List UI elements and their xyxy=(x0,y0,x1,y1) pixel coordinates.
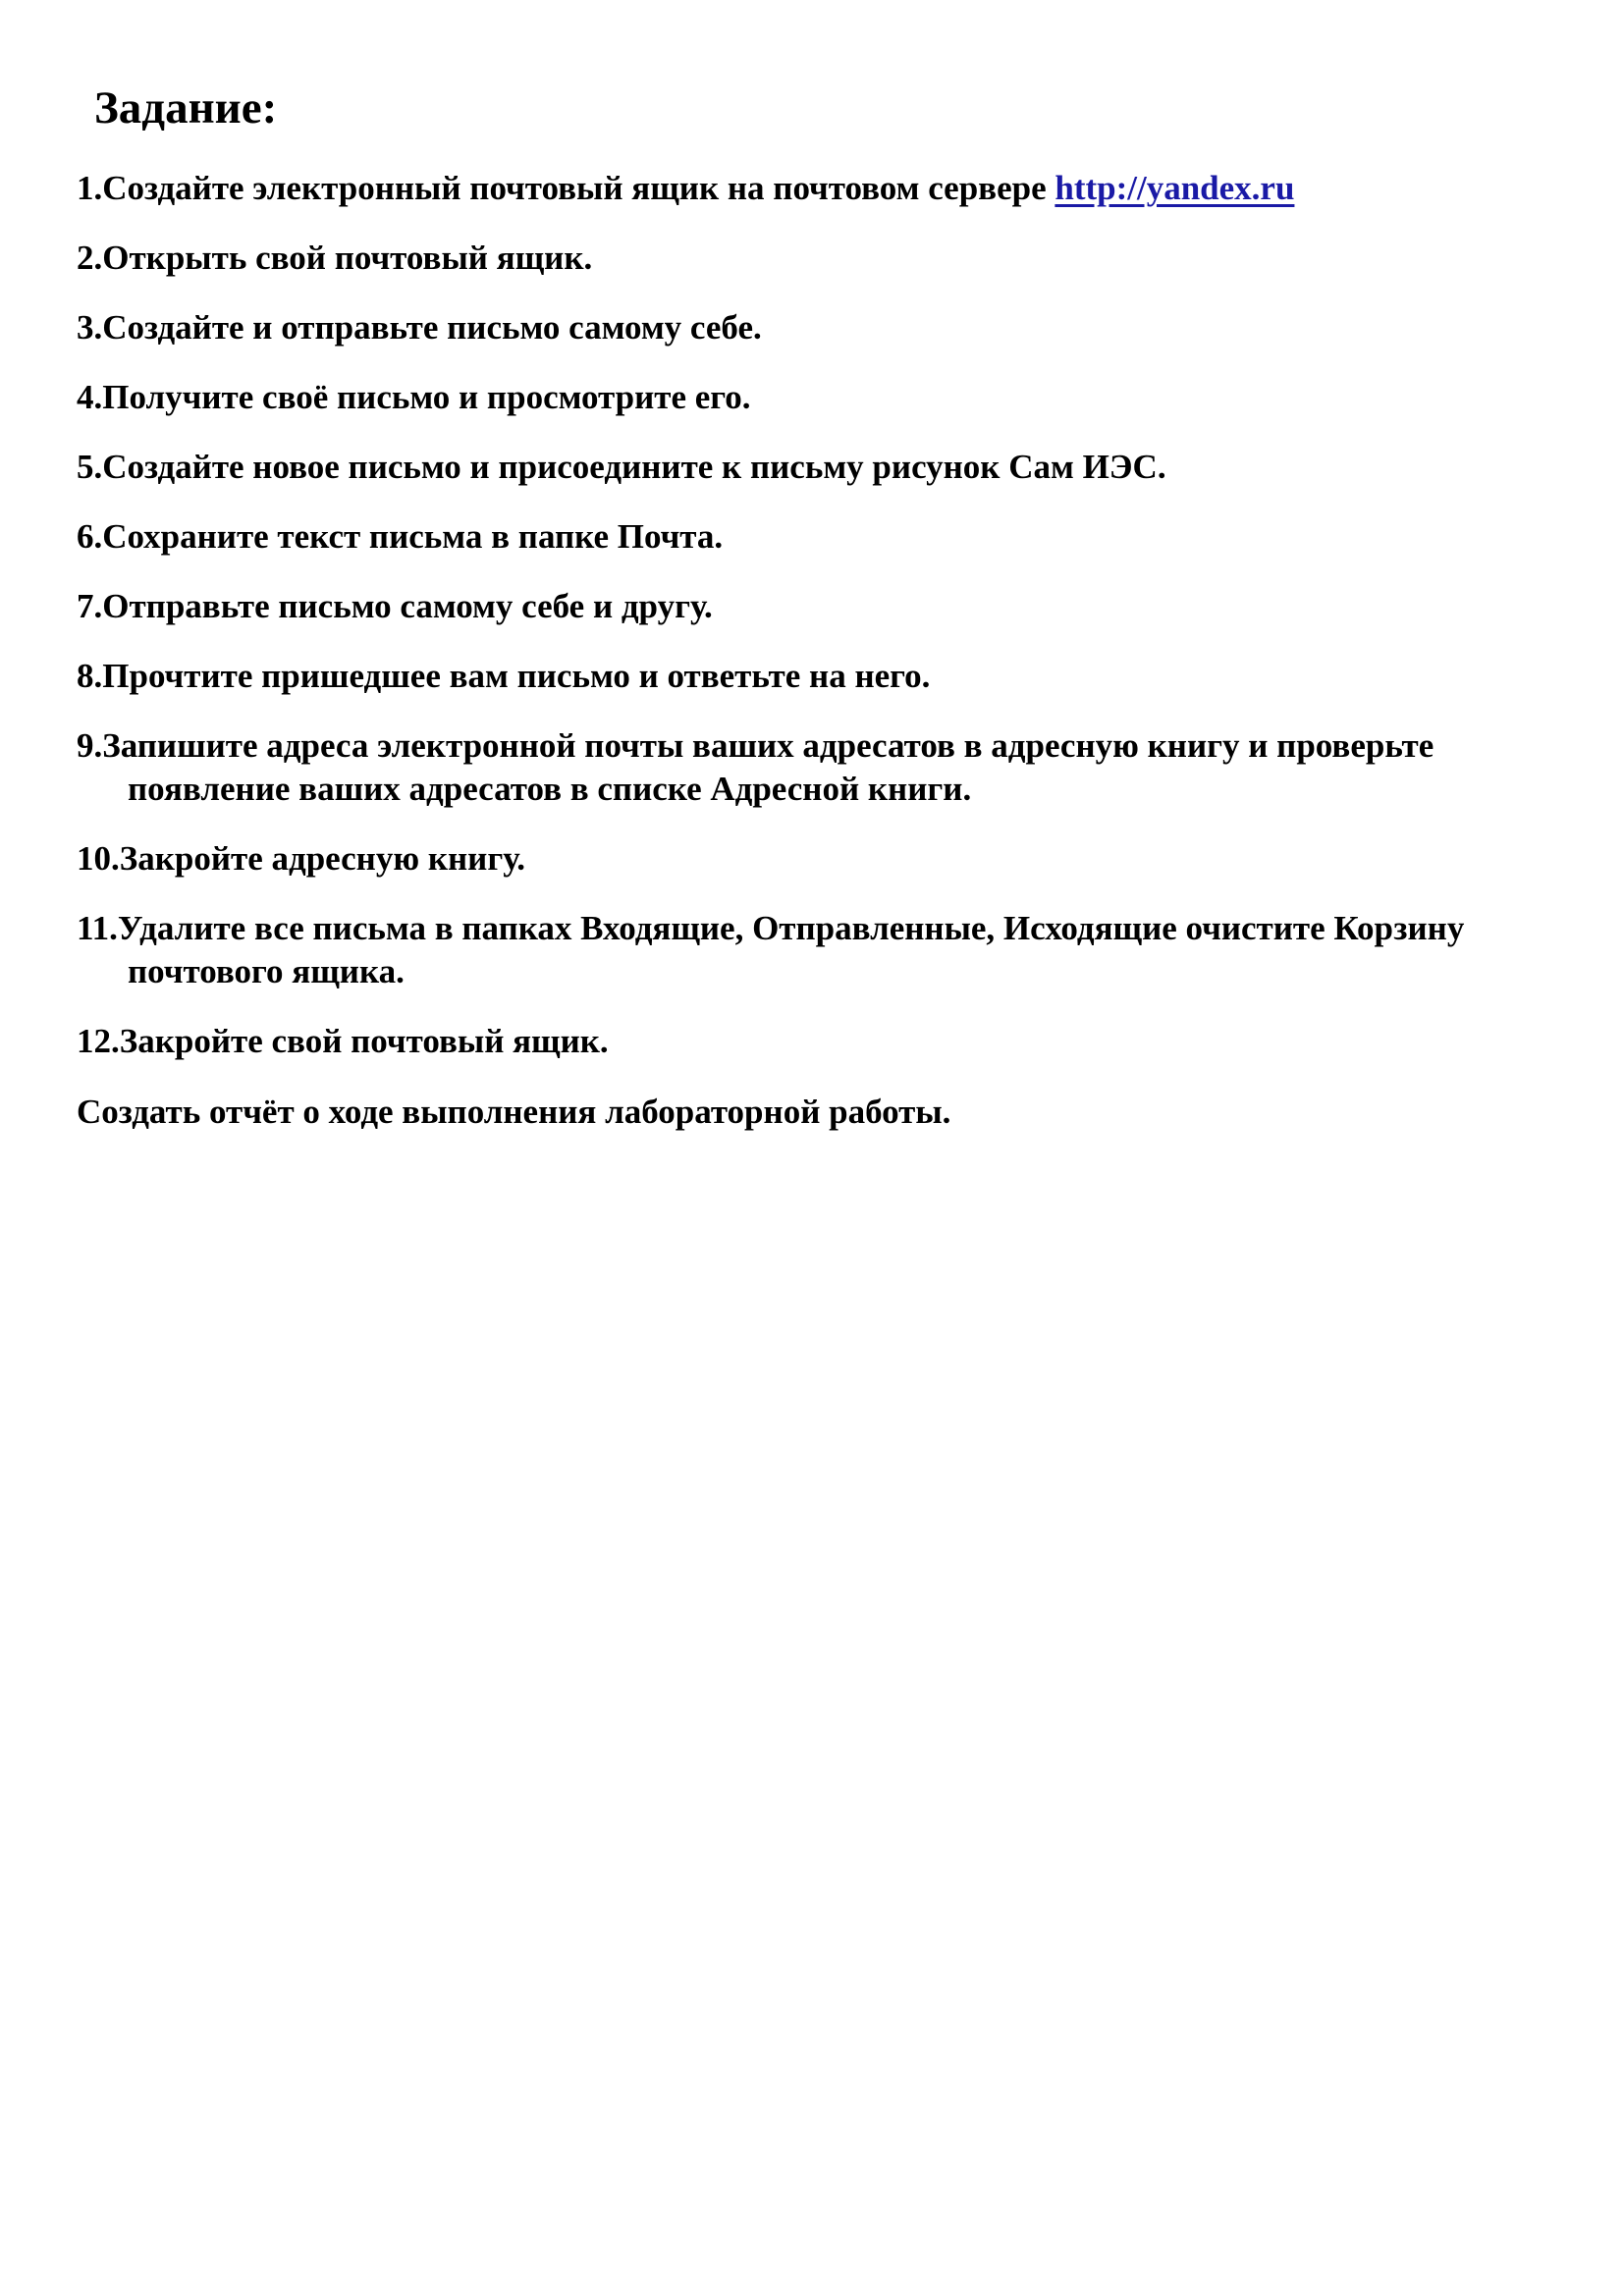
task-item-3 xyxy=(77,306,1549,349)
task-number: 3. xyxy=(77,308,103,347)
task-number: 5. xyxy=(77,448,103,486)
task-text: Создайте новое письмо и присоедините к письму рисунок Сам ИЭС. xyxy=(102,448,1166,486)
task-text: Закройте свой почтовый ящик. xyxy=(119,1022,609,1060)
task-text: Получите своё письмо и просмотрите его. xyxy=(102,378,751,416)
task-list xyxy=(77,167,1549,1090)
task-item-2 xyxy=(77,237,1549,280)
page-title: Задание: xyxy=(94,82,278,133)
task-item-7 xyxy=(77,585,1549,628)
task-text: Удалите все письма в папках Входящие, Отправленные, Исходящие очистите Корзину почтового ящика. xyxy=(117,909,1465,990)
report-instruction: Создать отчёт о ходе выполнения лабораторной работы. xyxy=(77,1093,951,1131)
task-item-5 xyxy=(77,446,1549,489)
task-number: 10. xyxy=(77,839,120,878)
task-text: Открыть свой почтовый ящик. xyxy=(102,239,593,277)
task-text: Создайте электронный почтовый ящик на почтовом сервере xyxy=(102,169,1055,207)
task-number: 8. xyxy=(77,657,103,695)
task-item-1 xyxy=(77,167,1549,210)
task-item-9 xyxy=(77,724,1549,811)
task-text: Запишите адреса электронной почты ваших адресатов в адресную книгу и проверьте появление ваших адресатов в списке Адресной книги. xyxy=(102,726,1434,808)
task-item-11 xyxy=(77,907,1549,993)
task-text: Отправьте письмо самому себе и другу. xyxy=(102,587,713,625)
task-text: Создайте и отправьте письмо самому себе. xyxy=(102,308,762,347)
task-item-10 xyxy=(77,837,1549,881)
task-item-4 xyxy=(77,376,1549,419)
task-number: 2. xyxy=(77,239,103,277)
task-text: Прочтите пришедшее вам письмо и ответьте на него. xyxy=(102,657,931,695)
task-number: 12. xyxy=(77,1022,120,1060)
task-number: 11. xyxy=(77,909,118,947)
task-number: 6. xyxy=(77,517,103,556)
task-number: 9. xyxy=(77,726,103,765)
task-text: Закройте адресную книгу. xyxy=(119,839,525,878)
task-number: 4. xyxy=(77,378,103,416)
task-item-6 xyxy=(77,515,1549,559)
task-item-12 xyxy=(77,1020,1549,1063)
task-text: Сохраните текст письма в папке Почта. xyxy=(102,517,724,556)
task-item-8 xyxy=(77,655,1549,698)
task-number: 7. xyxy=(77,587,103,625)
task-number: 1. xyxy=(77,169,103,207)
yandex-link[interactable]: http://yandex.ru xyxy=(1055,169,1295,207)
